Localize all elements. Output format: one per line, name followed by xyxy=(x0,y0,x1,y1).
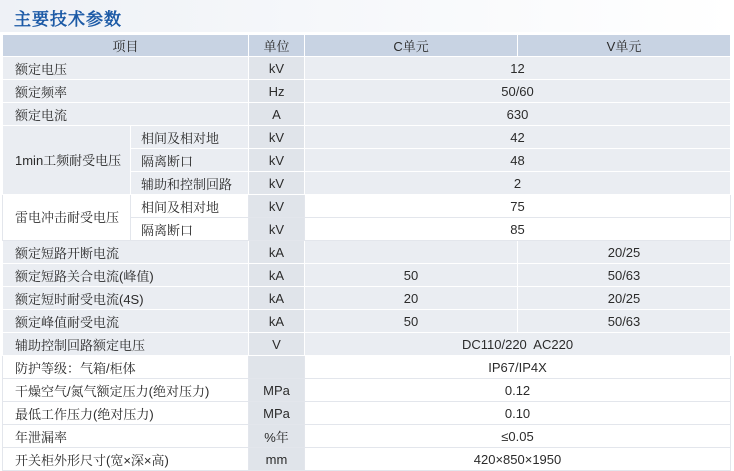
row-value: 42 xyxy=(305,126,731,149)
row-label: 额定频率 xyxy=(3,80,249,103)
row-unit: V xyxy=(249,333,305,356)
table-row xyxy=(3,103,731,126)
row-unit: %年 xyxy=(249,425,305,448)
row-value: 0.10 xyxy=(305,402,731,425)
row-c-value: 50 xyxy=(305,310,518,333)
row-c-value: 20 xyxy=(305,287,518,310)
table-row xyxy=(3,264,731,287)
row-v-value: 20/25 xyxy=(518,241,731,264)
table-row xyxy=(3,126,731,149)
row-unit: kA xyxy=(249,241,305,264)
row-group-label: 雷电冲击耐受电压 xyxy=(3,195,131,241)
table-row xyxy=(3,287,731,310)
row-label: 最低工作压力(绝对压力) xyxy=(3,402,249,425)
row-sub-label: 隔离断口 xyxy=(131,218,249,241)
row-label: 开关柜外形尺寸(宽×深×高) xyxy=(3,448,249,471)
row-label: 额定峰值耐受电流 xyxy=(3,310,249,333)
row-value: 420×850×1950 xyxy=(305,448,731,471)
row-value: 48 xyxy=(305,149,731,172)
table-header-row xyxy=(3,35,731,57)
row-unit: Hz xyxy=(249,80,305,103)
row-value: 12 xyxy=(305,57,731,80)
header-item: 项目 xyxy=(3,35,249,57)
row-unit: kA xyxy=(249,287,305,310)
row-label: 额定电流 xyxy=(3,103,249,126)
row-value: 85 xyxy=(305,218,731,241)
row-unit: MPa xyxy=(249,402,305,425)
row-unit: kV xyxy=(249,172,305,195)
table-row xyxy=(3,402,731,425)
header-unit: 单位 xyxy=(249,35,305,57)
row-unit xyxy=(249,356,305,379)
row-sub-label: 隔离断口 xyxy=(131,149,249,172)
title-bar xyxy=(0,0,734,32)
row-v-value: 50/63 xyxy=(518,310,731,333)
table-row xyxy=(3,57,731,80)
row-label: 额定短路开断电流 xyxy=(3,241,249,264)
row-v-value: 50/63 xyxy=(518,264,731,287)
row-unit: kA xyxy=(249,310,305,333)
row-value: DC110/220 AC220 xyxy=(305,333,731,356)
row-unit: kV xyxy=(249,218,305,241)
row-value: 50/60 xyxy=(305,80,731,103)
header-v-unit: V单元 xyxy=(518,35,731,57)
row-group-label: 1min工频耐受电压 xyxy=(3,126,131,195)
row-unit: kA xyxy=(249,264,305,287)
row-value: ≤0.05 xyxy=(305,425,731,448)
table-row xyxy=(3,379,731,402)
table-row xyxy=(3,425,731,448)
row-sub-label: 相间及相对地 xyxy=(131,126,249,149)
row-label: 额定电压 xyxy=(3,57,249,80)
row-label: 辅助控制回路额定电压 xyxy=(3,333,249,356)
row-v-value: 20/25 xyxy=(518,287,731,310)
table-row xyxy=(3,448,731,471)
table-row xyxy=(3,195,731,218)
row-c-value xyxy=(305,241,518,264)
row-c-value: 50 xyxy=(305,264,518,287)
row-value: 2 xyxy=(305,172,731,195)
row-unit: kV xyxy=(249,126,305,149)
table-row xyxy=(3,241,731,264)
row-label: 干燥空气/氮气额定压力(绝对压力) xyxy=(3,379,249,402)
row-unit: kV xyxy=(249,149,305,172)
row-unit: kV xyxy=(249,195,305,218)
page-title: 主要技术参数 xyxy=(14,10,122,29)
table-row xyxy=(3,310,731,333)
row-label: 额定短路关合电流(峰值) xyxy=(3,264,249,287)
table-row xyxy=(3,356,731,379)
row-unit: kV xyxy=(249,57,305,80)
row-value: IP67/IP4X xyxy=(305,356,731,379)
row-sub-label: 辅助和控制回路 xyxy=(131,172,249,195)
row-value: 630 xyxy=(305,103,731,126)
header-c-unit: C单元 xyxy=(305,35,518,57)
row-value: 75 xyxy=(305,195,731,218)
table-row xyxy=(3,333,731,356)
row-sub-label: 相间及相对地 xyxy=(131,195,249,218)
row-unit: mm xyxy=(249,448,305,471)
table-row xyxy=(3,80,731,103)
row-label: 年泄漏率 xyxy=(3,425,249,448)
row-label: 防护等级：气箱/柜体 xyxy=(3,356,249,379)
row-label: 额定短时耐受电流(4S) xyxy=(3,287,249,310)
row-unit: A xyxy=(249,103,305,126)
parameters-table xyxy=(2,34,731,471)
row-value: 0.12 xyxy=(305,379,731,402)
row-unit: MPa xyxy=(249,379,305,402)
